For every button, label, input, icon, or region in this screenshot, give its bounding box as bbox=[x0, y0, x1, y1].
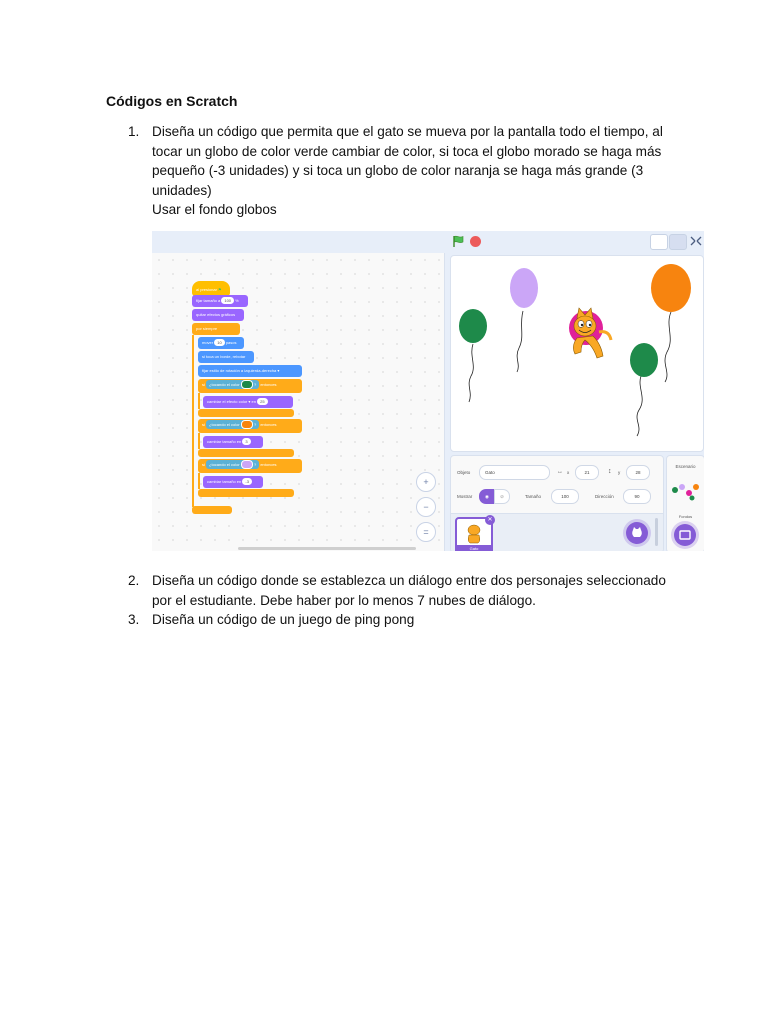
stage-selector-panel[interactable] bbox=[666, 455, 704, 551]
cat-add-icon bbox=[626, 522, 648, 544]
purple-balloon bbox=[510, 268, 538, 308]
green-balloon-left bbox=[459, 309, 487, 343]
zoom-out-icon[interactable]: − bbox=[416, 497, 436, 517]
y-arrow-icon: ↕ bbox=[608, 468, 612, 475]
stage[interactable] bbox=[450, 255, 704, 452]
cat-sprite bbox=[569, 308, 611, 358]
item-number: 2. bbox=[128, 573, 140, 588]
item-note: Usar el fondo globos bbox=[152, 202, 277, 217]
forever-block[interactable]: por siempre bbox=[192, 323, 240, 335]
orange-balloon bbox=[651, 264, 691, 312]
forever-arm bbox=[192, 335, 194, 507]
size-field[interactable]: 100 bbox=[551, 489, 579, 504]
small-stage-button[interactable] bbox=[650, 234, 668, 250]
x-field[interactable]: 21 bbox=[575, 465, 599, 480]
green-flag-icon[interactable] bbox=[452, 235, 465, 248]
stop-icon[interactable] bbox=[470, 236, 481, 247]
item-number: 3. bbox=[128, 612, 140, 627]
add-backdrop-button[interactable] bbox=[674, 524, 696, 546]
y-label: y bbox=[618, 470, 621, 475]
x-arrow-icon: ↔ bbox=[557, 469, 563, 475]
sprite-list bbox=[451, 513, 663, 551]
sprite-name-field[interactable]: Gato bbox=[479, 465, 550, 480]
item-text: Diseña un código que permita que el gato se mueva por la pantalla todo el tiempo, al tocar un globo de color verde cambiar de color, si toca el globo morado se haga más pequeño (-3 unidades) y si toca un globo de color naranja se haga más grande (3 unidades) bbox=[152, 124, 663, 198]
task-list-1 bbox=[106, 122, 666, 220]
move-block[interactable]: mover 10 pasos bbox=[198, 337, 244, 349]
clear-effects-block[interactable]: quitar efectos gráficos bbox=[192, 309, 244, 321]
list-item bbox=[106, 610, 666, 630]
list-item bbox=[106, 571, 666, 610]
scratch-topbar bbox=[152, 231, 704, 253]
direction-label: Dirección bbox=[595, 494, 614, 499]
normal-stage-button[interactable] bbox=[669, 234, 687, 250]
change-effect-block[interactable]: cambiar el efecto color ▾ en 25 bbox=[203, 396, 293, 408]
change-size-down-block[interactable]: cambiar tamaño en -3 bbox=[203, 476, 263, 488]
delete-sprite-icon[interactable]: ✕ bbox=[485, 515, 495, 525]
zoom-reset-icon[interactable]: = bbox=[416, 522, 436, 542]
y-field[interactable]: 28 bbox=[626, 465, 650, 480]
scratch-screenshot bbox=[152, 231, 704, 551]
x-label: x bbox=[567, 470, 570, 475]
set-size-block[interactable]: fijar tamaño a 100 % bbox=[192, 295, 248, 307]
rotation-style-block[interactable]: fijar estilo de rotación a izquierda-derecha ▾ bbox=[198, 365, 302, 377]
list-item bbox=[106, 122, 666, 220]
if-block-green[interactable]: si ¿tocando el color ? entonces bbox=[198, 379, 302, 393]
if-block-purple[interactable]: si ¿tocando el color ? entonces bbox=[198, 459, 302, 473]
sprite-info-panel bbox=[450, 455, 664, 551]
code-area[interactable] bbox=[152, 253, 445, 551]
image-add-icon bbox=[674, 524, 696, 546]
cat-thumb-icon bbox=[459, 521, 489, 545]
zoom-in-icon[interactable]: + bbox=[416, 472, 436, 492]
forever-end bbox=[192, 506, 232, 514]
green-balloon-right bbox=[630, 343, 658, 377]
bounce-block[interactable]: si toca un borde, rebotar bbox=[198, 351, 254, 363]
backdrop-thumb-icon bbox=[667, 478, 704, 508]
stage-panel-title: Escenario bbox=[675, 464, 696, 469]
hide-toggle[interactable]: ⊘ bbox=[494, 489, 510, 504]
item-text: Diseña un código donde se establezca un diálogo entre dos personajes seleccionado por el estudiante. Debe haber por lo menos 7 nubes de diálogo. bbox=[152, 573, 666, 608]
sprite-thumb-gato[interactable] bbox=[455, 517, 493, 551]
sprite-list-scrollbar[interactable] bbox=[655, 518, 658, 546]
item-number: 1. bbox=[128, 124, 140, 139]
task-list-2 bbox=[106, 571, 666, 630]
show-visible-toggle[interactable]: ◉ bbox=[479, 489, 495, 504]
when-flag-block[interactable]: al presionar ⚑ bbox=[192, 281, 230, 296]
balloons-backdrop bbox=[451, 256, 703, 451]
direction-field[interactable]: 90 bbox=[623, 489, 651, 504]
if-block-orange[interactable]: si ¿tocando el color ? entonces bbox=[198, 419, 302, 433]
fullscreen-icon[interactable] bbox=[688, 234, 704, 248]
sprite-thumb-label: Gato bbox=[457, 545, 491, 551]
page-title: Códigos en Scratch bbox=[106, 93, 238, 109]
change-size-up-block[interactable]: cambiar tamaño en 3 bbox=[203, 436, 263, 448]
size-label: Tamaño bbox=[525, 494, 542, 499]
add-sprite-button[interactable] bbox=[626, 522, 648, 544]
sprite-name-label: Objeto bbox=[457, 470, 471, 475]
item-text: Diseña un código de un juego de ping pong bbox=[152, 612, 415, 627]
show-label: Mostrar bbox=[457, 494, 473, 499]
horizontal-scrollbar[interactable] bbox=[238, 547, 416, 550]
backdrops-label: Fondos bbox=[678, 514, 693, 519]
